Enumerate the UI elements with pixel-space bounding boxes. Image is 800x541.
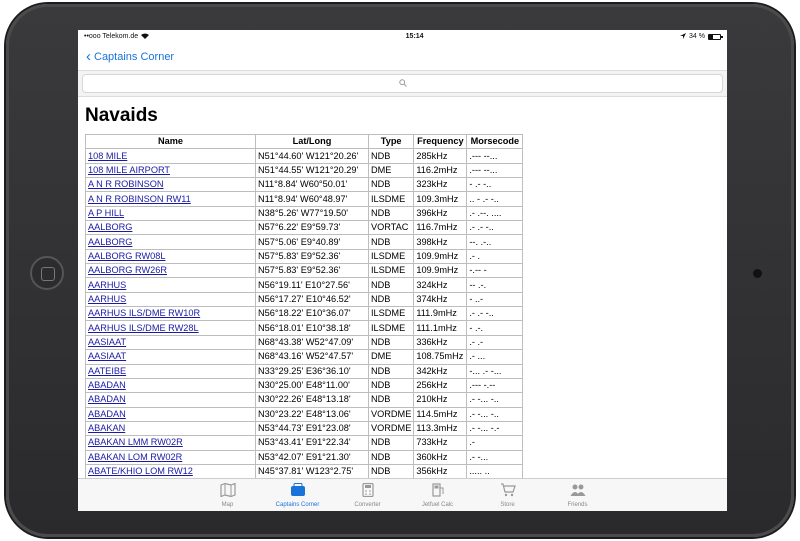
navaid-frequency: 116.2mHz — [414, 163, 467, 177]
table-row — [86, 364, 523, 378]
navaid-type: NDB — [369, 206, 414, 220]
app-screen — [78, 30, 727, 511]
table-row — [86, 421, 523, 435]
navaid-latlong: N56°19.11' E10°27.56' — [256, 278, 369, 292]
navaid-frequency: 396kHz — [414, 206, 467, 220]
navaid-name-link[interactable]: ABADAN — [88, 380, 126, 391]
navaid-type: NDB — [369, 178, 414, 192]
navaid-morsecode: .- -... -.. — [467, 407, 523, 421]
navaid-morsecode: .--- -.-- — [467, 378, 523, 392]
navaid-type: ILSDME — [369, 321, 414, 335]
friends-icon — [570, 483, 586, 502]
tab-label: Captains Corner — [275, 502, 320, 508]
navaid-morsecode: .- .- -.. — [467, 221, 523, 235]
navaid-type: NDB — [369, 278, 414, 292]
navaid-frequency: 114.5mHz — [414, 407, 467, 421]
navaid-name-cell — [86, 292, 256, 306]
search-bar — [78, 70, 727, 97]
navaid-latlong: N45°37.81' W123°2.75' — [256, 464, 369, 478]
navaid-frequency: 336kHz — [414, 335, 467, 349]
table-row — [86, 292, 523, 306]
navaid-frequency: 324kHz — [414, 278, 467, 292]
navaid-type: NDB — [369, 393, 414, 407]
navaid-name-cell — [86, 464, 256, 478]
navaid-latlong: N33°29.25' E36°36.10' — [256, 364, 369, 378]
navaid-name-cell — [86, 235, 256, 249]
tab-label: Store — [500, 502, 515, 508]
navaid-morsecode: -... .- -... — [467, 364, 523, 378]
table-header-row — [86, 135, 523, 149]
navaid-type: NDB — [369, 450, 414, 464]
navaid-name-link[interactable]: ABATE/KHIO LOM RW12 — [88, 466, 193, 477]
navaid-morsecode: .- -... — [467, 450, 523, 464]
navaid-type: NDB — [369, 378, 414, 392]
tab-bar — [78, 478, 727, 511]
navaid-type: NDB — [369, 364, 414, 378]
navaid-latlong: N38°5.26' W77°19.50' — [256, 206, 369, 220]
navaid-name-cell — [86, 378, 256, 392]
navaid-latlong: N30°22.26' E48°13.18' — [256, 393, 369, 407]
table-row — [86, 192, 523, 206]
navaid-morsecode: -- .-. — [467, 278, 523, 292]
navaid-latlong: N57°6.22' E9°59.73' — [256, 221, 369, 235]
navaid-name-cell — [86, 221, 256, 235]
navaid-type: NDB — [369, 149, 414, 163]
table-row — [86, 221, 523, 235]
back-button[interactable]: Captains Corner — [94, 50, 175, 63]
navaid-frequency: 342kHz — [414, 364, 467, 378]
navaid-name-link[interactable]: AARHUS — [88, 279, 127, 290]
navaid-frequency: 374kHz — [414, 292, 467, 306]
navaid-morsecode: -.-- - — [467, 264, 523, 278]
battery-icon — [708, 34, 721, 40]
table-row — [86, 206, 523, 220]
navaid-name-link[interactable]: AALBORG RW26R — [88, 265, 167, 276]
wifi-icon — [141, 33, 149, 41]
navaid-frequency: 210kHz — [414, 393, 467, 407]
search-icon — [399, 79, 407, 89]
navaid-type: ILSDME — [369, 192, 414, 206]
navaid-name-link[interactable]: AARHUS ILS/DME RW10R — [88, 308, 201, 319]
navaid-name-link[interactable]: AASIAAT — [88, 351, 127, 362]
navaid-latlong: N53°43.41' E91°22.34' — [256, 436, 369, 450]
navaid-type: NDB — [369, 235, 414, 249]
navaid-name-link[interactable]: ABAKAN LOM RW02R — [88, 451, 183, 462]
navaid-type: ILSDME — [369, 249, 414, 263]
navaid-type: VORDME — [369, 421, 414, 435]
table-row — [86, 249, 523, 263]
navaid-name-cell — [86, 436, 256, 450]
navaid-morsecode: .--- --... — [467, 163, 523, 177]
navaid-name-link[interactable]: AALBORG RW08L — [88, 250, 166, 261]
table-row — [86, 436, 523, 450]
navaid-name-link[interactable]: A N R ROBINSON RW11 — [88, 193, 191, 204]
navaid-type: NDB — [369, 436, 414, 450]
tab-jetfuel-calc[interactable] — [403, 479, 473, 511]
navaid-frequency: 398kHz — [414, 235, 467, 249]
navaid-latlong: N51°44.55' W121°20.29' — [256, 163, 369, 177]
navaid-name-link[interactable]: AARHUS — [88, 293, 127, 304]
navaid-type: ILSDME — [369, 307, 414, 321]
table-row — [86, 278, 523, 292]
navaid-latlong: N68°43.16' W52°47.57' — [256, 350, 369, 364]
captains-corner-icon — [290, 483, 306, 502]
header-type: Type — [369, 135, 414, 149]
navaid-name-link[interactable]: AATEIBE — [88, 365, 127, 376]
navaid-name-link[interactable]: AASIAAT — [88, 336, 127, 347]
header-name: Name — [86, 135, 256, 149]
navaid-morsecode: .- -... -.. — [467, 393, 523, 407]
navaid-latlong: N11°8.84' W60°50.01' — [256, 178, 369, 192]
navaid-name-cell — [86, 307, 256, 321]
navaid-latlong: N30°23.22' E48°13.06' — [256, 407, 369, 421]
navaid-latlong: N57°5.83' E9°52.36' — [256, 249, 369, 263]
navaid-name-cell — [86, 192, 256, 206]
back-chevron-icon[interactable]: ‹ — [86, 48, 91, 65]
navaid-name-cell — [86, 163, 256, 177]
navaid-type: ILSDME — [369, 264, 414, 278]
home-button[interactable] — [30, 256, 64, 290]
navaid-morsecode: - ..- — [467, 292, 523, 306]
navaid-latlong: N56°17.27' E10°46.52' — [256, 292, 369, 306]
navaid-name-cell — [86, 149, 256, 163]
navaid-type: VORDME — [369, 407, 414, 421]
fuel-pump-icon — [430, 483, 446, 502]
navaid-morsecode: .- . — [467, 249, 523, 263]
navaid-frequency: 256kHz — [414, 378, 467, 392]
navaid-morsecode: .- ... — [467, 350, 523, 364]
tab-captains-corner[interactable] — [263, 479, 333, 511]
navaid-latlong: N57°5.83' E9°52.36' — [256, 264, 369, 278]
navaid-name-cell — [86, 249, 256, 263]
header-morsecode: Morsecode — [467, 135, 523, 149]
navaid-morsecode: .- — [467, 436, 523, 450]
header-frequency: Frequency — [414, 135, 467, 149]
navaid-frequency: 108.75mHz — [414, 350, 467, 364]
camera — [753, 269, 762, 278]
navaid-name-link[interactable]: 108 MILE — [88, 150, 128, 161]
navaid-latlong: N57°5.06' E9°40.89' — [256, 235, 369, 249]
clock: 15:14 — [405, 33, 424, 40]
navaid-name-cell — [86, 393, 256, 407]
navaid-morsecode: .--- --... — [467, 149, 523, 163]
navaid-morsecode: .- .--. .... — [467, 206, 523, 220]
navaid-morsecode: - .-. — [467, 321, 523, 335]
navaid-frequency: 109.3mHz — [414, 192, 467, 206]
navaid-name-link[interactable]: ABAKAN LMM RW02R — [88, 437, 183, 448]
tab-friends[interactable] — [543, 479, 613, 511]
calculator-icon — [360, 483, 376, 502]
navaid-type: NDB — [369, 464, 414, 478]
navaid-name-link[interactable]: AALBORG — [88, 222, 133, 233]
navaid-frequency: 360kHz — [414, 450, 467, 464]
navaid-morsecode: - .- -.. — [467, 178, 523, 192]
navaid-name-cell — [86, 264, 256, 278]
navaid-type: NDB — [369, 292, 414, 306]
navaid-name-cell — [86, 421, 256, 435]
table-row — [86, 149, 523, 163]
navaid-name-cell — [86, 450, 256, 464]
navaid-frequency: 109.9mHz — [414, 249, 467, 263]
navaid-morsecode: ..... .. — [467, 464, 523, 478]
table-row — [86, 163, 523, 177]
navaid-name-cell — [86, 321, 256, 335]
navaid-morsecode: .- -... -.- — [467, 421, 523, 435]
navaid-frequency: 111.9mHz — [414, 307, 467, 321]
navaid-name-cell — [86, 407, 256, 421]
battery-percent: 34 % — [689, 33, 705, 40]
navaid-type: DME — [369, 163, 414, 177]
tab-label: Map — [221, 502, 234, 508]
navaid-latlong: N51°44.60' W121°20.26' — [256, 149, 369, 163]
navaid-name-cell — [86, 364, 256, 378]
navaid-name-cell — [86, 350, 256, 364]
map-icon — [220, 483, 236, 502]
tab-label: Friends — [567, 502, 588, 508]
navaids-table — [85, 134, 523, 479]
tab-converter[interactable] — [333, 479, 403, 511]
header-latlong: Lat/Long — [256, 135, 369, 149]
navaid-frequency: 113.3mHz — [414, 421, 467, 435]
navaid-latlong: N53°42.07' E91°21.30' — [256, 450, 369, 464]
search-input[interactable] — [82, 74, 723, 93]
navaid-name-link[interactable]: A N R ROBINSON — [88, 179, 164, 190]
navaid-type: NDB — [369, 335, 414, 349]
navaid-latlong: N30°25.00' E48°11.00' — [256, 378, 369, 392]
table-row — [86, 335, 523, 349]
carrier-label: ••ooo Telekom.de — [84, 33, 139, 40]
cart-icon — [500, 483, 516, 502]
tab-label: Converter — [354, 502, 381, 508]
navaid-type: DME — [369, 350, 414, 364]
status-bar — [78, 30, 727, 43]
table-row — [86, 307, 523, 321]
table-row — [86, 464, 523, 478]
navaid-name-link[interactable]: ABAKAN — [88, 423, 126, 434]
navaid-morsecode: .- .- -.. — [467, 307, 523, 321]
navaid-latlong: N11°8.94' W60°48.97' — [256, 192, 369, 206]
navaid-frequency: 356kHz — [414, 464, 467, 478]
navaid-name-link[interactable]: ABADAN — [88, 408, 126, 419]
navaid-name-link[interactable]: ABADAN — [88, 394, 126, 405]
navaid-morsecode: --. .-.. — [467, 235, 523, 249]
navaid-frequency: 733kHz — [414, 436, 467, 450]
navigation-bar — [78, 43, 727, 70]
navaid-latlong: N53°44.73' E91°23.08' — [256, 421, 369, 435]
navaid-frequency: 111.1mHz — [414, 321, 467, 335]
table-row — [86, 350, 523, 364]
table-row — [86, 378, 523, 392]
navaid-frequency: 285kHz — [414, 149, 467, 163]
navaid-name-link[interactable]: AALBORG — [88, 236, 133, 247]
navaid-name-cell — [86, 178, 256, 192]
navaids-table-body — [86, 149, 523, 479]
tab-label: Jetfuel Calc — [421, 502, 454, 508]
navaid-morsecode: .. - .- -.. — [467, 192, 523, 206]
table-row — [86, 450, 523, 464]
tab-store[interactable] — [473, 479, 543, 511]
navaid-morsecode: .- .- — [467, 335, 523, 349]
navaid-name-cell — [86, 335, 256, 349]
table-row — [86, 235, 523, 249]
table-row — [86, 407, 523, 421]
navaid-type: VORTAC — [369, 221, 414, 235]
table-row — [86, 178, 523, 192]
navaid-name-link[interactable]: 108 MILE AIRPORT — [88, 164, 171, 175]
navaid-frequency: 109.9mHz — [414, 264, 467, 278]
tab-map[interactable] — [193, 479, 263, 511]
navaid-latlong: N56°18.22' E10°36.07' — [256, 307, 369, 321]
navaid-frequency: 323kHz — [414, 178, 467, 192]
table-row — [86, 393, 523, 407]
page-title: Navaids — [85, 105, 158, 126]
navaid-name-link[interactable]: A P HILL — [88, 207, 125, 218]
navaid-latlong: N68°43.38' W52°47.09' — [256, 335, 369, 349]
navaid-name-link[interactable]: AARHUS ILS/DME RW28L — [88, 322, 199, 333]
navaid-latlong: N56°18.01' E10°38.18' — [256, 321, 369, 335]
navaid-name-cell — [86, 206, 256, 220]
table-row — [86, 321, 523, 335]
navaid-name-cell — [86, 278, 256, 292]
navaid-frequency: 116.7mHz — [414, 221, 467, 235]
table-row — [86, 264, 523, 278]
location-icon — [680, 33, 686, 41]
